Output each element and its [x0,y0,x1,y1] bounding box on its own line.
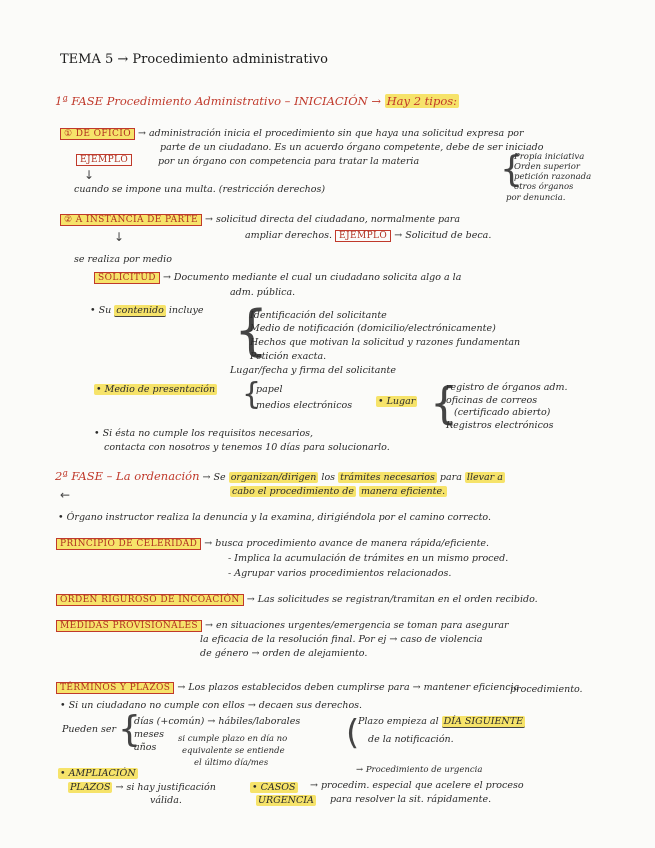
terminos-text1: → Los plazos establecidos deben cumplirse para → mantener eficiencia [177,682,520,693]
ampliacion-t1: → si hay justificación [115,782,216,793]
oficio-text2: parte de un ciudadano. Es un acuerdo órgano competente, debe de ser iniciado [160,142,544,153]
celeridad-item-1: - Implica la acumulación de trámites en un mismo proced. [228,553,509,564]
celeridad-item-0: → busca procedimiento avance de manera rápida/eficiente. [204,538,490,549]
brace-icon: { [234,299,269,362]
contenido-pre: • Su [90,305,112,316]
brace-icon: { [430,378,458,429]
casos-note: → Procedimiento de urgencia [356,765,483,775]
fase2-l1c: los [321,472,336,483]
medio-line [94,384,217,396]
medidas-line [56,620,509,632]
contenido-item-3: Petición exacta. [250,351,327,362]
oficio-opt-3: otros órganos [514,182,574,192]
casos-t2: para resolver la sit. rápidamente. [330,794,492,805]
fase1-heading-line [55,95,459,107]
celeridad-item-2: - Agrupar varios procedimientos relacionados. [228,568,452,579]
casos-label2 [256,795,316,807]
plazo-item-0: días (+común) → hábiles/laborales [134,716,301,727]
fase2-l1a: → Se [202,472,226,483]
celeridad-box: PRINCIPIO DE CELERIDAD [56,538,201,550]
ejemplo1-line [76,154,132,166]
plazo-note1: si cumple plazo en día no [178,734,288,744]
left-arrow-icon: ← [60,488,71,502]
oficio-opt-4: por denuncia. [506,193,566,203]
down-arrow-icon: ↓ [114,230,125,244]
oficio-text1: → administración inicia el procedimiento sin que haya una solicitud expresa por [138,128,524,139]
plazo-emp-line [358,716,525,728]
plazo-note3: el último día/mes [194,758,269,768]
solicitud-line [94,272,461,284]
fase2-line2 [230,486,447,498]
lugar-opt-1: oficinas de correos [446,395,538,406]
plazo-item-2: años [134,742,157,753]
oficio-opt-0: Propia iniciativa [514,152,585,162]
ejemplo1-box: EJEMPLO [76,154,132,166]
plazo-item-1: meses [134,729,165,740]
contenido-item-0: Identificación del solicitante [250,310,387,321]
casos-t1: → procedim. especial que acelere el proceso [310,780,524,791]
fase2-l1d: trámites necesarios [340,472,435,483]
fase2-l1b: organizan/dirigen [230,472,317,483]
solicitud-def2: adm. pública. [230,287,296,298]
terminos-text2: • Si un ciudadano no cumple con ellos → decaen sus derechos. [60,700,363,711]
instancia-line2 [245,230,491,242]
medidas-text2: la eficacia de la resolución final. Por ej → caso de violencia [200,634,483,645]
oficio-line1 [60,128,524,140]
lugar-opt-3: Registros electrónicos [446,420,554,431]
medio-label: • Medio de presentación [96,384,216,395]
instancia-line1 [60,214,460,226]
fase1-tipos: Hay 2 tipos: [386,94,458,108]
casos-word2: URGENCIA [258,795,314,806]
instancia-text1: → solicitud directa del ciudadano, normalmente para [204,214,460,225]
lugar-opt-2: (certificado abierto) [454,407,551,418]
page-title: TEMA 5 → Procedimiento administrativo [60,52,328,67]
oficio-label: ① DE OFICIO [60,128,135,140]
terminos-box: TÉRMINOS Y PLAZOS [56,682,174,694]
oficio-opt-2: petición razonada [514,172,592,182]
orden-text: → Las solicitudes se registran/tramitan en el orden recibido. [246,594,538,605]
medidas-text3: de género → orden de alejamiento. [200,648,368,659]
solicitud-def1: → Documento mediante el cual un ciudadano solicita algo a la [162,272,462,283]
celeridad-line [56,538,489,550]
oficio-opt-1: Orden superior [514,162,580,172]
medidas-box: MEDIDAS PROVISIONALES [56,620,202,632]
contenido-post: incluye [168,305,204,316]
contenido-item-1: Medio de notificación (domicilio/electrónicamente) [250,323,496,334]
ampliacion-label1 [58,768,138,780]
ampliacion-line2 [68,782,216,794]
medidas-text1: → en situaciones urgentes/emergencia se toman para asegurar [205,620,509,631]
fase2-l1f: llevar a [466,472,503,483]
organo-text: • Órgano instructor realiza la denuncia y la examina, dirigiéndola por el camino correcto. [58,512,491,523]
fase2-l1e: para [439,472,462,483]
medio-opt-1: medios electrónicos [256,400,353,411]
lugar-line [376,396,417,408]
contenido-item-2: Hechos que motivan la solicitud y razones fundamentan [250,337,521,348]
requisitos-text2: contacta con nosotros y tenemos 10 días para solucionarlo. [104,442,390,453]
fase2-heading: 2ª FASE – La ordenación [55,469,200,483]
contenido-line [90,305,204,317]
fase1-heading: 1ª FASE Procedimiento Administrativo – INICIACIÓN → [55,94,381,108]
lugar-label: • Lugar [378,396,416,407]
ampliacion-word2: PLAZOS [70,782,111,793]
terminos-line [56,682,519,694]
ejemplo2-box: EJEMPLO [335,230,391,242]
medio-opt-0: papel [256,384,283,395]
casos-word1: • CASOS [252,782,296,793]
fase2-line1 [55,470,505,484]
oficio-text3: por un órgano con competencia para tratar la materia [158,156,420,167]
contenido-item-4: Lugar/fecha y firma del solicitante [230,365,396,376]
plazo-dia: DÍA SIGUIENTE [443,716,524,727]
realiza-text: se realiza por medio [74,254,172,265]
brace-icon: { [500,149,523,190]
pueden-text: Pueden ser [62,724,117,735]
fase2-l2b: manera eficiente. [360,486,446,497]
fase2-l2a: cabo el procedimiento de [232,486,354,497]
plazo-note2: equivalente se entiende [182,746,285,756]
orden-line [56,594,538,606]
instancia-text2: ampliar derechos. [245,230,332,241]
brace-icon: { [118,709,141,750]
lugar-opt-0: registro de órganos adm. [446,382,568,393]
solicitud-box: SOLICITUD [94,272,160,284]
brace-icon: ( [346,713,360,753]
plazo-emp2: de la notificación. [368,734,454,745]
casos-label1 [250,782,298,794]
instancia-text2b: → Solicitud de beca. [394,230,492,241]
plazo-emp1: Plazo empieza al [358,716,439,727]
ampliacion-t2: válida. [150,795,182,806]
orden-box: ORDEN RIGUROSO DE INCOACIÓN [56,594,244,606]
contenido-word: contenido [116,305,164,316]
requisitos-text1: • Si ésta no cumple los requisitos necesarios, [94,428,314,439]
down-arrow-icon: ↓ [84,168,95,182]
oficio-text4: cuando se impone una multa. (restricción derechos) [74,184,326,195]
brace-icon: { [242,377,262,412]
instancia-label: ② A INSTANCIA DE PARTE [60,214,202,226]
terminos-text1b: procedimiento. [510,684,583,695]
ampliacion-word1: • AMPLIACIÓN [60,768,136,779]
